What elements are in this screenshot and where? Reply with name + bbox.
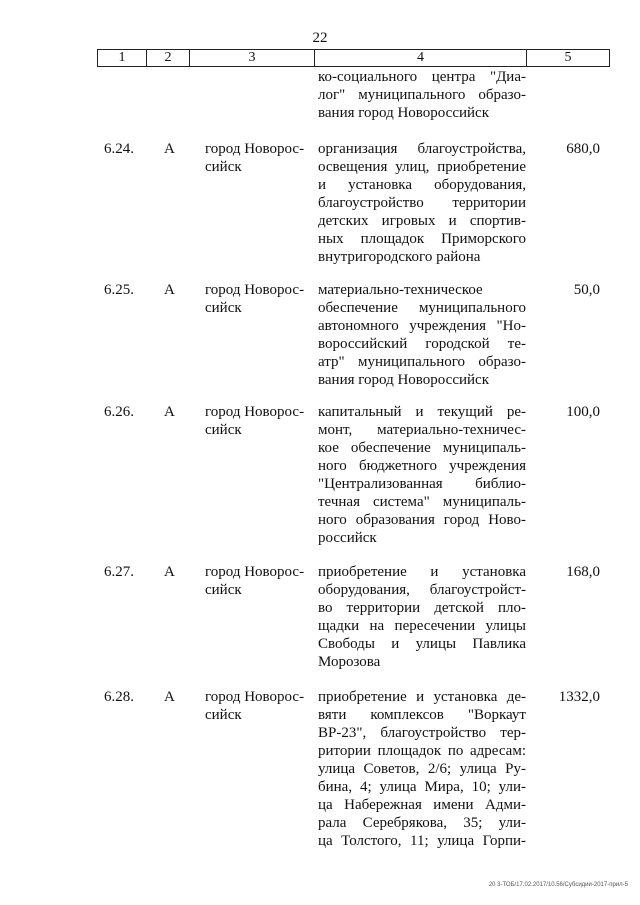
description-line: материально-техническое [318, 282, 483, 298]
row-description [318, 140, 526, 266]
description-line: "Централизованная библио- [318, 476, 526, 492]
municipality-line: сийск [205, 159, 242, 175]
row-number: 6.24. [104, 141, 134, 157]
row-number: 6.26. [104, 404, 134, 420]
row-amount: 100,0 [566, 404, 600, 420]
document-footer-code: 20 3-ТОБ/17.02.2017/10.56/Субсидии-2017-прил-5 [488, 882, 628, 888]
description-line: монт, материально-техничес- [318, 422, 526, 438]
row-section: А [164, 564, 175, 580]
row-amount: 1332,0 [558, 689, 600, 705]
description-line: освещения улиц, приобретение [318, 159, 526, 175]
description-line: ных площадок Приморского [318, 231, 526, 247]
column-header-3: 3 [190, 50, 315, 66]
row-municipality [205, 403, 315, 439]
description-line: детских игровых и спортив- [318, 213, 526, 229]
description-line: кое обеспечение муниципаль- [318, 440, 526, 456]
row-section: А [164, 404, 175, 420]
description-line: обеспечение муниципального [318, 300, 526, 316]
row-description [318, 403, 526, 547]
row-section: А [164, 282, 175, 298]
description-line: благоустройство территории [318, 195, 526, 211]
row-description [318, 688, 526, 850]
description-line: ца Толстого, 11; улица Горпи- [318, 833, 526, 849]
description-line: ного бюджетного учреждения [318, 458, 526, 474]
row-number: 6.25. [104, 282, 134, 298]
municipality-line: сийск [205, 300, 242, 316]
description-line: щадки на пересечении улицы [318, 618, 526, 634]
column-header-row [97, 49, 610, 67]
row-amount: 168,0 [566, 564, 600, 580]
row-number: 6.28. [104, 689, 134, 705]
row-description [318, 281, 526, 389]
municipality-line: город Новорос- [205, 141, 305, 157]
description-line: вания город Новороссийск [318, 105, 489, 121]
page-number: 22 [312, 30, 328, 46]
description-line: течная система" муниципаль- [318, 494, 526, 510]
description-line: организация благоустройства, [318, 141, 526, 157]
description-line: ца Набережная имени Адми- [318, 797, 526, 813]
description-line: вяти комплексов "Воркаут [318, 707, 526, 723]
row-amount: 680,0 [566, 141, 600, 157]
description-line: рала Серебрякова, 35; ули- [318, 815, 526, 831]
description-line: Свободы и улицы Павлика [318, 636, 526, 652]
description-line: внутригородского района [318, 249, 481, 265]
description-line: автономного учреждения "Но- [318, 318, 526, 334]
row-amount: 50,0 [573, 282, 600, 298]
description-line: бина, 4; улица Мира, 10; ули- [318, 779, 526, 795]
description-line: ВР-23", благоустройство тер- [318, 725, 526, 741]
row-section: А [164, 141, 175, 157]
description-line: ко-социального центра "Диа- [318, 69, 526, 85]
municipality-line: сийск [205, 422, 242, 438]
description-line: лог" муниципального образо- [318, 87, 526, 103]
description-line: ного образования город Ново- [318, 512, 526, 528]
description-line: капитальный и текущий ре- [318, 404, 526, 420]
description-line: и установка оборудования, [318, 177, 526, 193]
row-municipality [205, 140, 315, 176]
municipality-line: сийск [205, 707, 242, 723]
column-header-4: 4 [315, 50, 527, 66]
description-line: вороссийский городской те- [318, 336, 526, 352]
description-line: ритории площадок по адресам: [318, 743, 526, 759]
description-line: оборудования, благоустройст- [318, 582, 526, 598]
column-header-1: 1 [98, 50, 147, 66]
row-section: А [164, 689, 175, 705]
municipality-line: сийск [205, 582, 242, 598]
column-header-2: 2 [147, 50, 190, 66]
row-municipality [205, 563, 315, 599]
column-header-5: 5 [564, 50, 572, 65]
description-line: Морозова [318, 654, 381, 670]
municipality-line: город Новорос- [205, 404, 305, 420]
description-line: вания город Новороссийск [318, 372, 489, 388]
municipality-line: город Новорос- [205, 564, 305, 580]
municipality-line: город Новорос- [205, 689, 305, 705]
description-line: атр" муниципального образо- [318, 354, 526, 370]
row-municipality [205, 281, 315, 317]
row-number: 6.27. [104, 564, 134, 580]
municipality-line: город Новорос- [205, 282, 305, 298]
description-line: приобретение и установка де- [318, 689, 526, 705]
row-description [318, 563, 526, 671]
description-line: во территории детской пло- [318, 600, 526, 616]
description-line: приобретение и установка [318, 564, 526, 580]
continued-description [318, 68, 526, 122]
description-line: улица Советов, 2/6; улица Ру- [318, 761, 526, 777]
description-line: российск [318, 530, 377, 546]
row-municipality [205, 688, 315, 724]
